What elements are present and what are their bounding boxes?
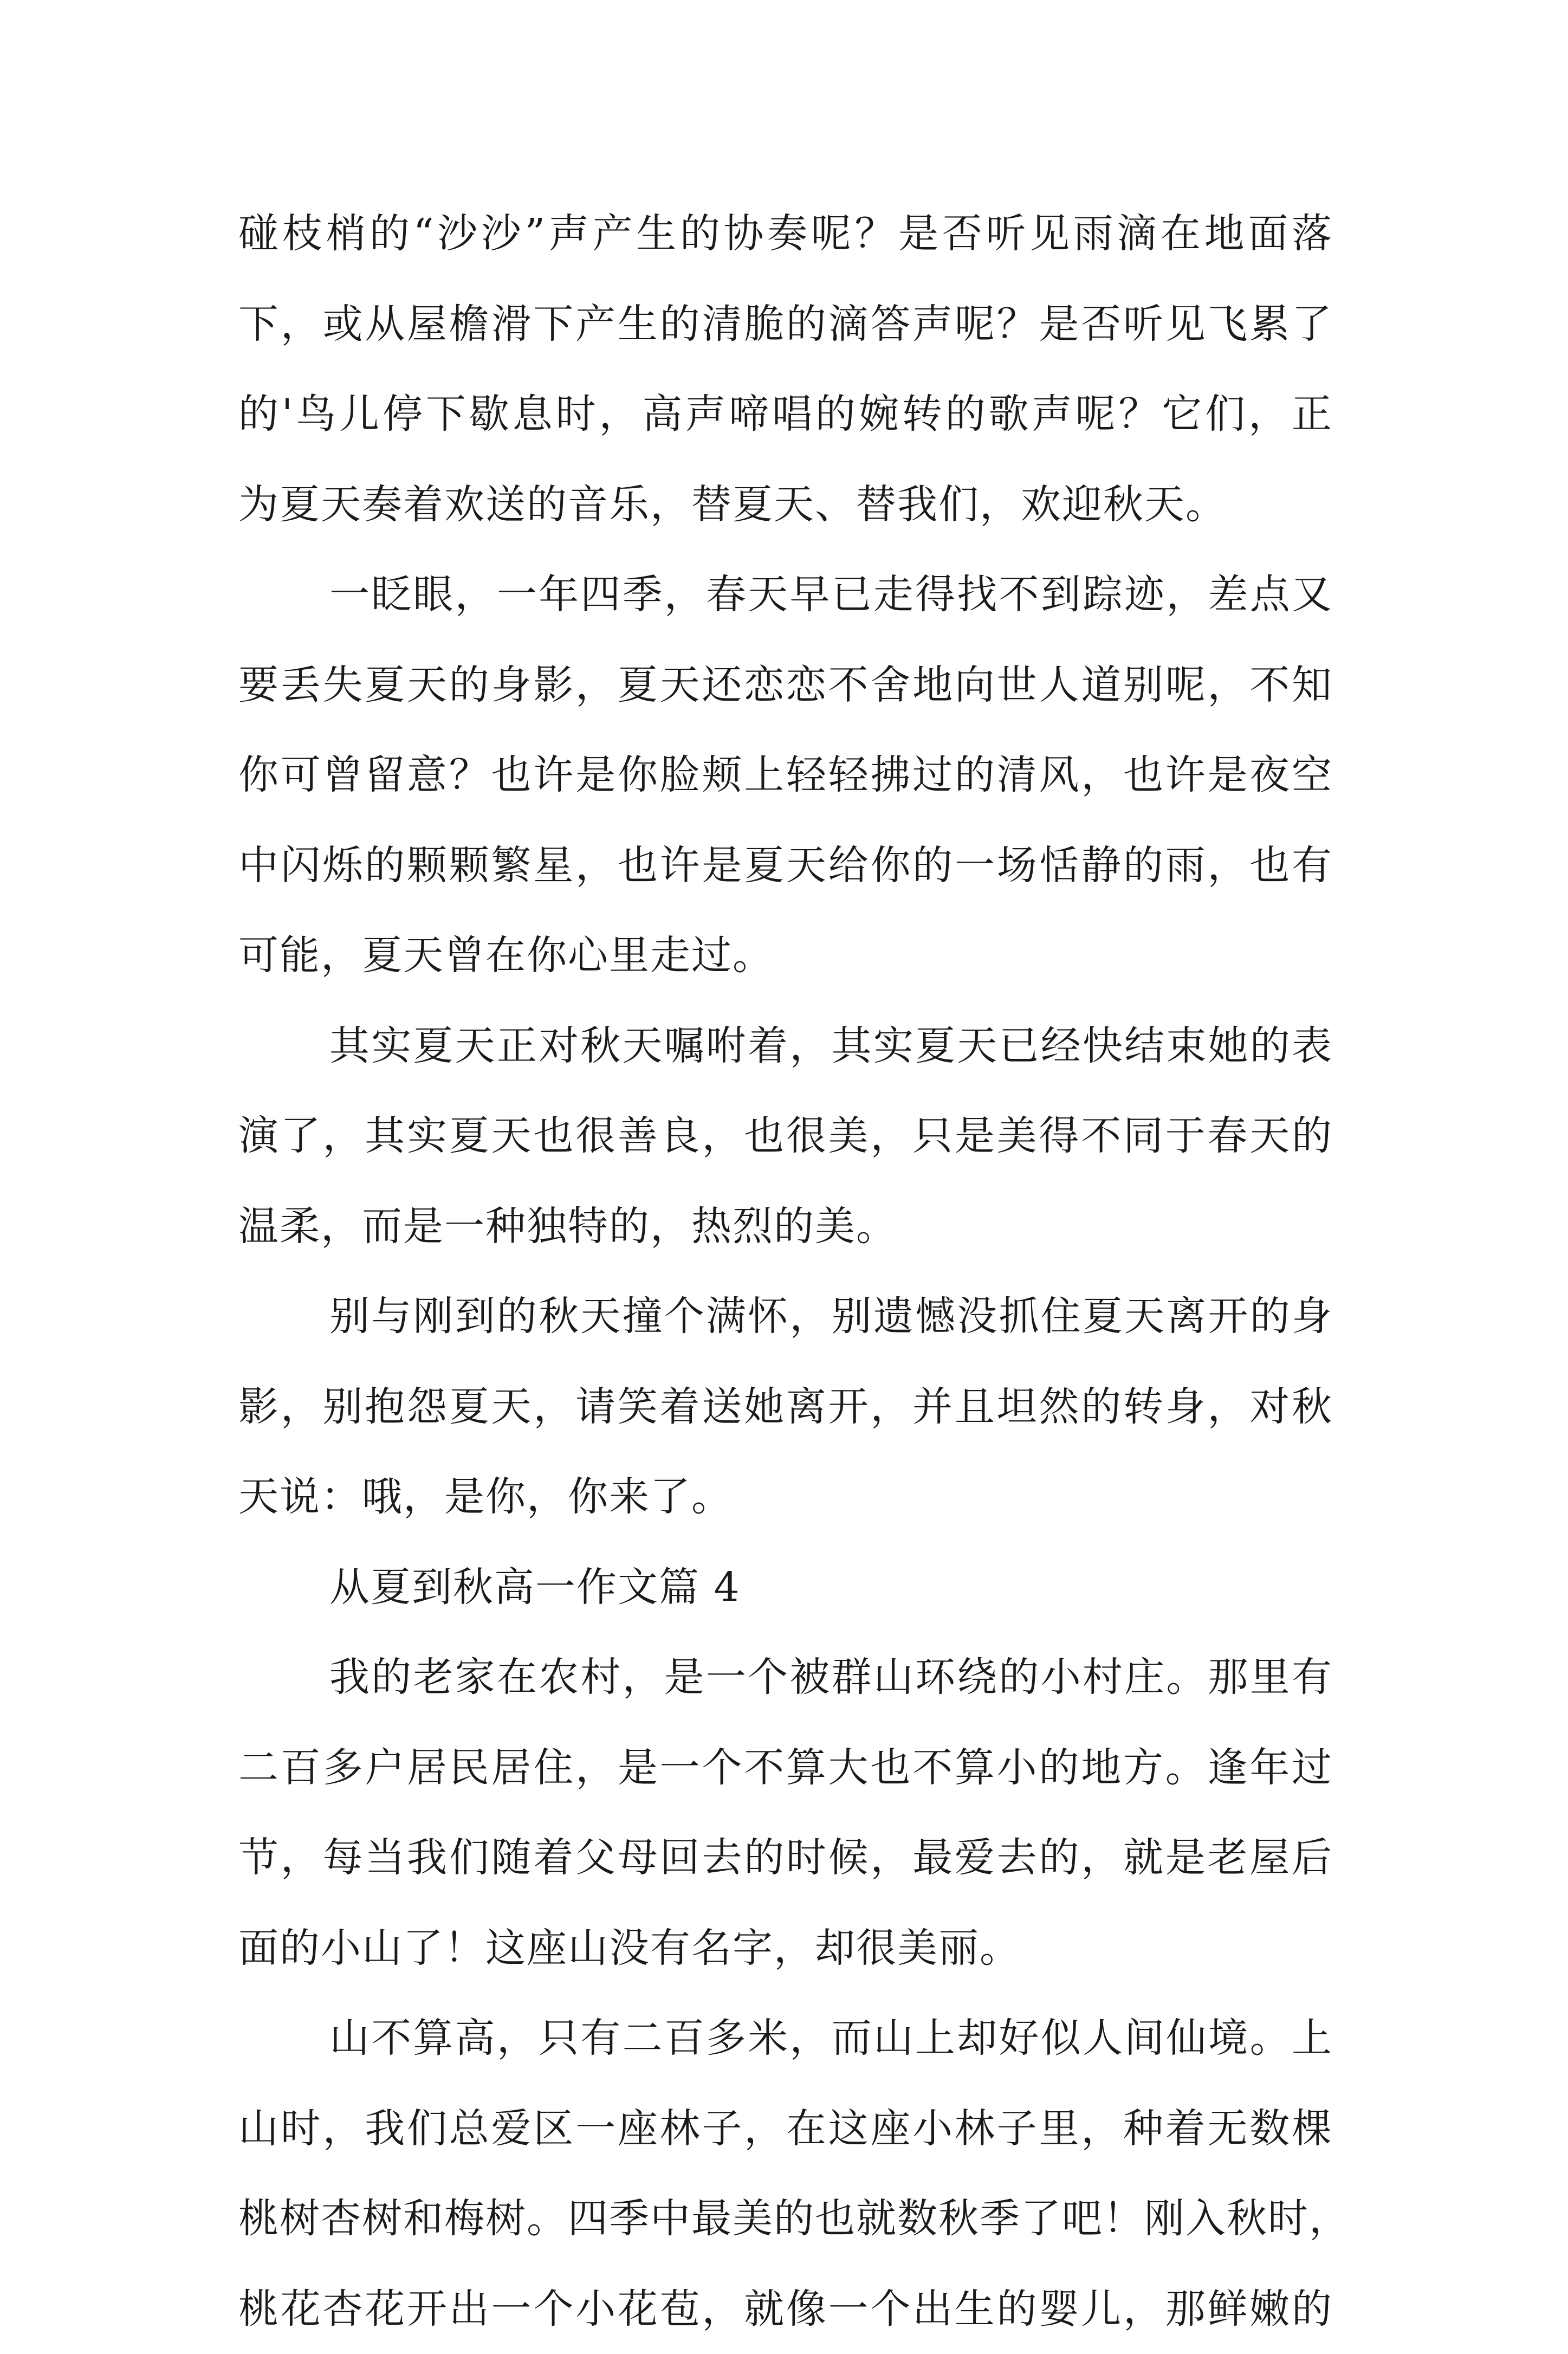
text-line: 天说：哦，是你，你来了。 <box>238 1452 1333 1542</box>
text-line: 别与刚到的秋天撞个满怀，别遗憾没抓住夏天离开的身 <box>238 1271 1333 1362</box>
text-line: 影，别抱怨夏天，请笑着送她离开，并且坦然的转身，对秋 <box>238 1362 1333 1452</box>
text-line: 二百多户居民居住，是一个不算大也不算小的地方。逢年过 <box>238 1723 1333 1813</box>
text-line: 山不算高，只有二百多米，而山上却好似人间仙境。上 <box>238 1993 1333 2084</box>
text-line: 从夏到秋高一作文篇 4 <box>238 1542 1333 1633</box>
text-line: 可能，夏天曾在你心里走过。 <box>238 910 1333 1001</box>
text-line: 为夏天奏着欢送的音乐，替夏天、替我们，欢迎秋天。 <box>238 460 1333 550</box>
text-line: 一眨眼，一年四季，春天早已走得找不到踪迹，差点又 <box>238 549 1333 640</box>
text-line: 桃花杏花开出一个小花苞，就像一个出生的婴儿，那鲜嫩的 <box>238 2264 1333 2354</box>
text-line: 我的老家在农村，是一个被群山环绕的小村庄。那里有 <box>238 1632 1333 1723</box>
body-text <box>238 189 1333 2354</box>
text-line: 节，每当我们随着父母回去的时候，最爱去的，就是老屋后 <box>238 1813 1333 1903</box>
text-line: 你可曾留意？也许是你脸颊上轻轻拂过的清风，也许是夜空 <box>238 730 1333 820</box>
text-line: 的'鸟儿停下歇息时，高声啼唱的婉转的歌声呢？它们，正 <box>238 369 1333 460</box>
text-line: 碰枝梢的“沙沙”声产生的协奏呢？是否听见雨滴在地面落 <box>238 189 1333 279</box>
text-line: 其实夏天正对秋天嘱咐着，其实夏天已经快结束她的表 <box>238 1001 1333 1091</box>
text-line: 温柔，而是一种独特的，热烈的美。 <box>238 1181 1333 1272</box>
text-line: 下，或从屋檐滑下产生的清脆的滴答声呢？是否听见飞累了 <box>238 279 1333 370</box>
text-line: 山时，我们总爱区一座林子，在这座小林子里，种着无数棵 <box>238 2084 1333 2174</box>
text-line: 桃树杏树和梅树。四季中最美的也就数秋季了吧！刚入秋时， <box>238 2174 1333 2264</box>
text-line: 演了，其实夏天也很善良，也很美，只是美得不同于春天的 <box>238 1091 1333 1181</box>
text-line: 面的小山了！这座山没有名字，却很美丽。 <box>238 1903 1333 1994</box>
text-line: 中闪烁的颗颗繁星，也许是夏天给你的一场恬静的雨，也有 <box>238 820 1333 911</box>
text-line: 要丢失夏天的身影，夏天还恋恋不舍地向世人道别呢，不知 <box>238 640 1333 730</box>
